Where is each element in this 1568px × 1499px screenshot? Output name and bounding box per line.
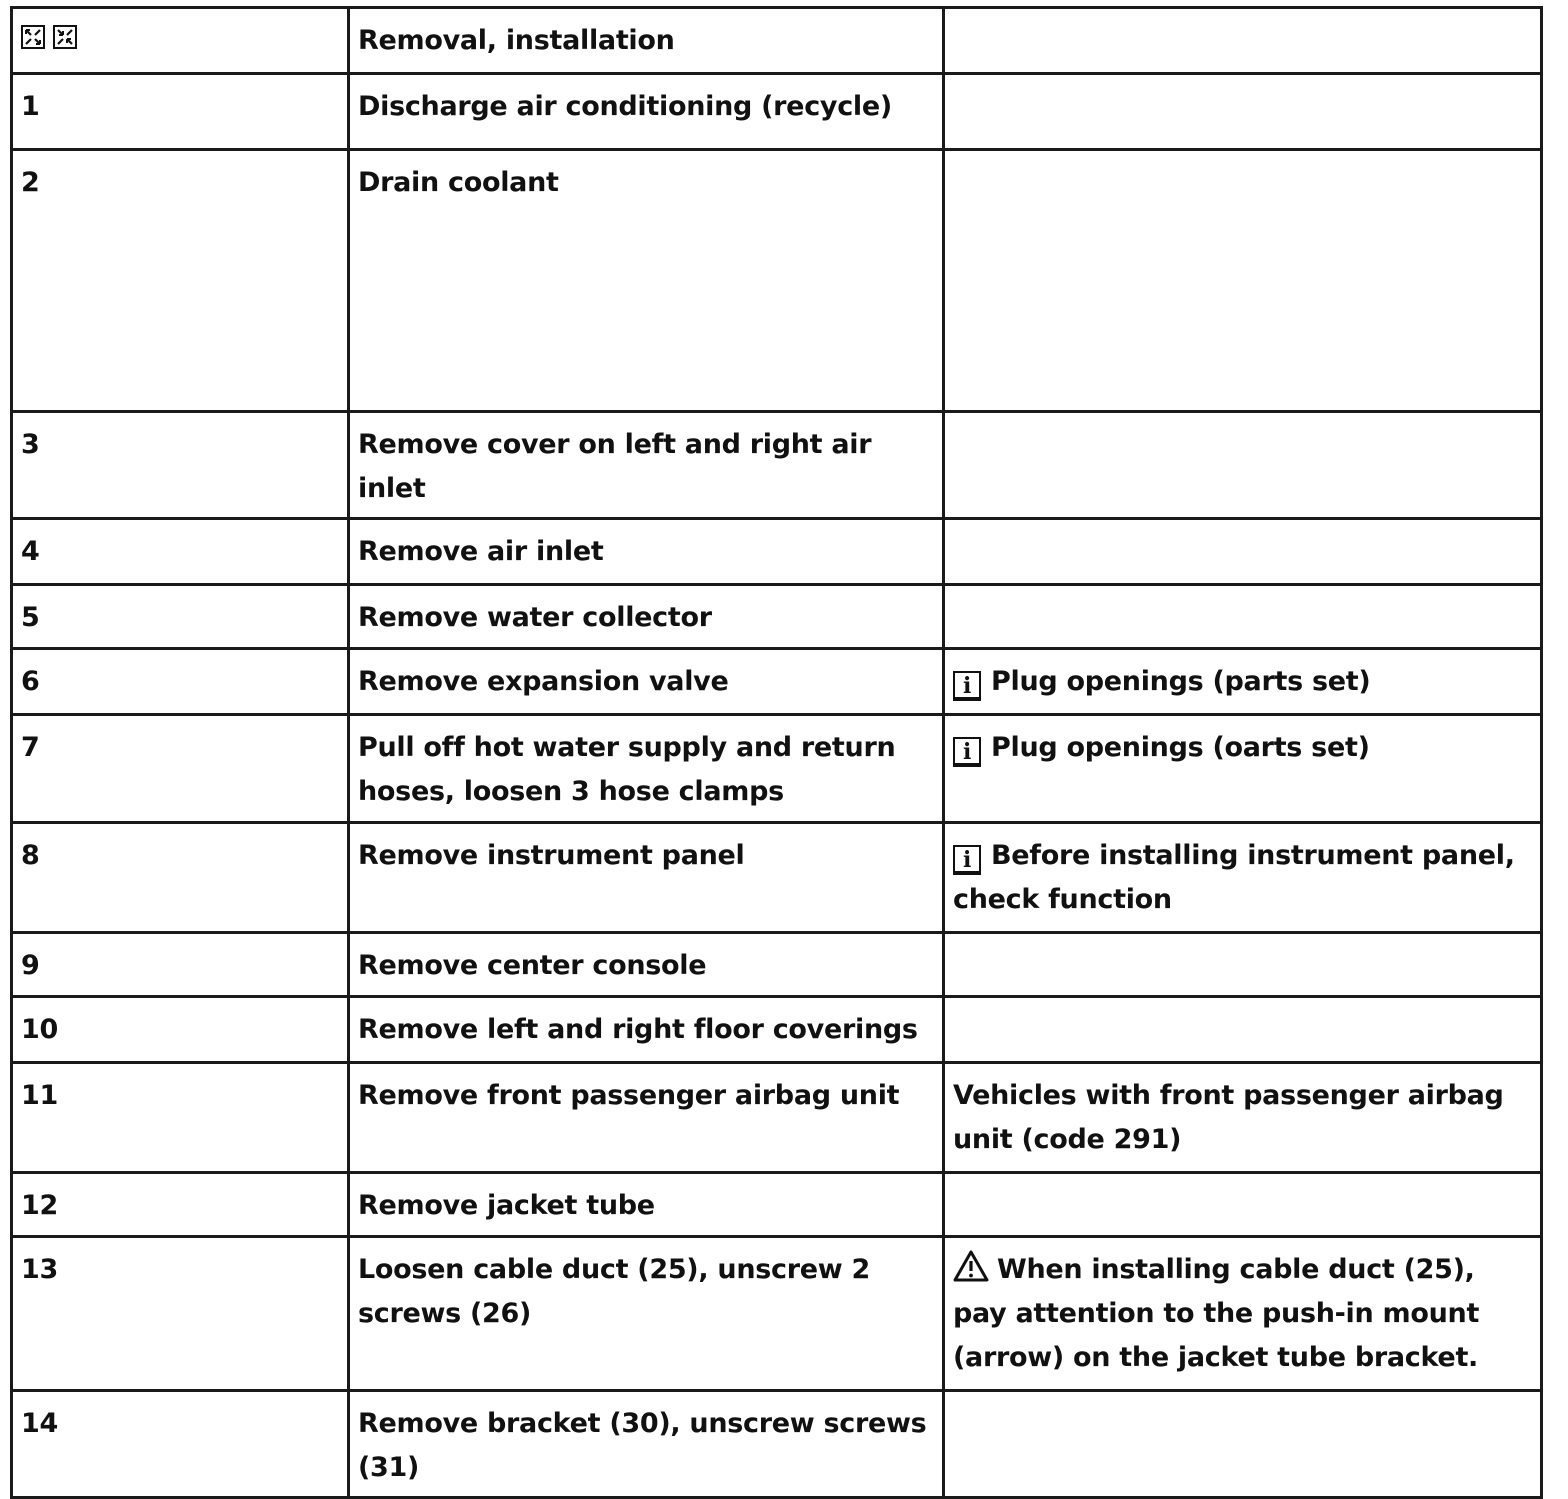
step-text: Remove left and right floor coverings: [349, 997, 944, 1063]
table-row: [12, 823, 1542, 933]
step-note-cell: [944, 715, 1542, 823]
step-number: 1: [12, 74, 349, 150]
step-note: [944, 1173, 1542, 1237]
table-row: [12, 412, 1542, 519]
table-row: [12, 649, 1542, 715]
info-icon: i: [953, 737, 981, 767]
table-row: [12, 519, 1542, 585]
step-number: 9: [12, 933, 349, 997]
table-row: [12, 997, 1542, 1063]
table-row: [12, 1391, 1542, 1498]
step-number: 7: [12, 715, 349, 823]
step-text: Remove expansion valve: [349, 649, 944, 715]
step-note: Before installing instrument panel, check function: [953, 840, 1515, 915]
step-note: Plug openings (parts set): [991, 666, 1371, 697]
step-note: Plug openings (oarts set): [991, 732, 1370, 763]
step-text: Loosen cable duct (25), unscrew 2 screws (26): [349, 1237, 944, 1391]
table-header-row: [12, 8, 1542, 74]
table-row: [12, 1173, 1542, 1237]
step-number: 10: [12, 997, 349, 1063]
step-note: [944, 997, 1542, 1063]
table-row: [12, 150, 1542, 412]
step-note: [944, 412, 1542, 519]
step-number: 6: [12, 649, 349, 715]
step-note-cell: [944, 1237, 1542, 1391]
step-note-cell: [944, 823, 1542, 933]
step-text: Drain coolant: [349, 150, 944, 412]
removal-tool-icon: [21, 25, 45, 49]
step-number: 11: [12, 1063, 349, 1173]
step-text: Remove air inlet: [349, 519, 944, 585]
step-note: When installing cable duct (25), pay attention to the push-in mount (arrow) on the jacket tube bracket.: [953, 1254, 1480, 1373]
step-text: Remove instrument panel: [349, 823, 944, 933]
table-row: [12, 1063, 1542, 1173]
step-text: Remove center console: [349, 933, 944, 997]
step-number: 12: [12, 1173, 349, 1237]
installation-tool-icon: [53, 25, 77, 49]
step-text: Remove cover on left and right air inlet: [349, 412, 944, 519]
step-text: Remove jacket tube: [349, 1173, 944, 1237]
step-text: Discharge air conditioning (recycle): [349, 74, 944, 150]
table-row: [12, 585, 1542, 649]
step-number: 5: [12, 585, 349, 649]
step-number: 2: [12, 150, 349, 412]
step-number: 4: [12, 519, 349, 585]
step-text: Pull off hot water supply and return hoses, loosen 3 hose clamps: [349, 715, 944, 823]
step-note: [944, 585, 1542, 649]
warning-icon: [953, 1250, 989, 1282]
step-number: 3: [12, 412, 349, 519]
step-note: [944, 933, 1542, 997]
step-number: 13: [12, 1237, 349, 1391]
step-note: Vehicles with front passenger airbag unit (code 291): [944, 1063, 1542, 1173]
step-note: [944, 519, 1542, 585]
table-row: [12, 715, 1542, 823]
step-note: [944, 74, 1542, 150]
table-row: [12, 74, 1542, 150]
info-icon: i: [953, 845, 981, 875]
step-note: [944, 1391, 1542, 1498]
header-note: [944, 8, 1542, 74]
step-note: [944, 150, 1542, 412]
step-text: Remove bracket (30), unscrew screws (31): [349, 1391, 944, 1498]
step-text: Remove water collector: [349, 585, 944, 649]
step-note-cell: [944, 649, 1542, 715]
info-icon: i: [953, 671, 981, 701]
step-number: 14: [12, 1391, 349, 1498]
table-row: [12, 933, 1542, 997]
procedure-table: [10, 6, 1543, 1499]
step-number: 8: [12, 823, 349, 933]
header-icons-cell: [12, 8, 349, 74]
table-row: [12, 1237, 1542, 1391]
step-text: Remove front passenger airbag unit: [349, 1063, 944, 1173]
header-title: Removal, installation: [349, 8, 944, 74]
